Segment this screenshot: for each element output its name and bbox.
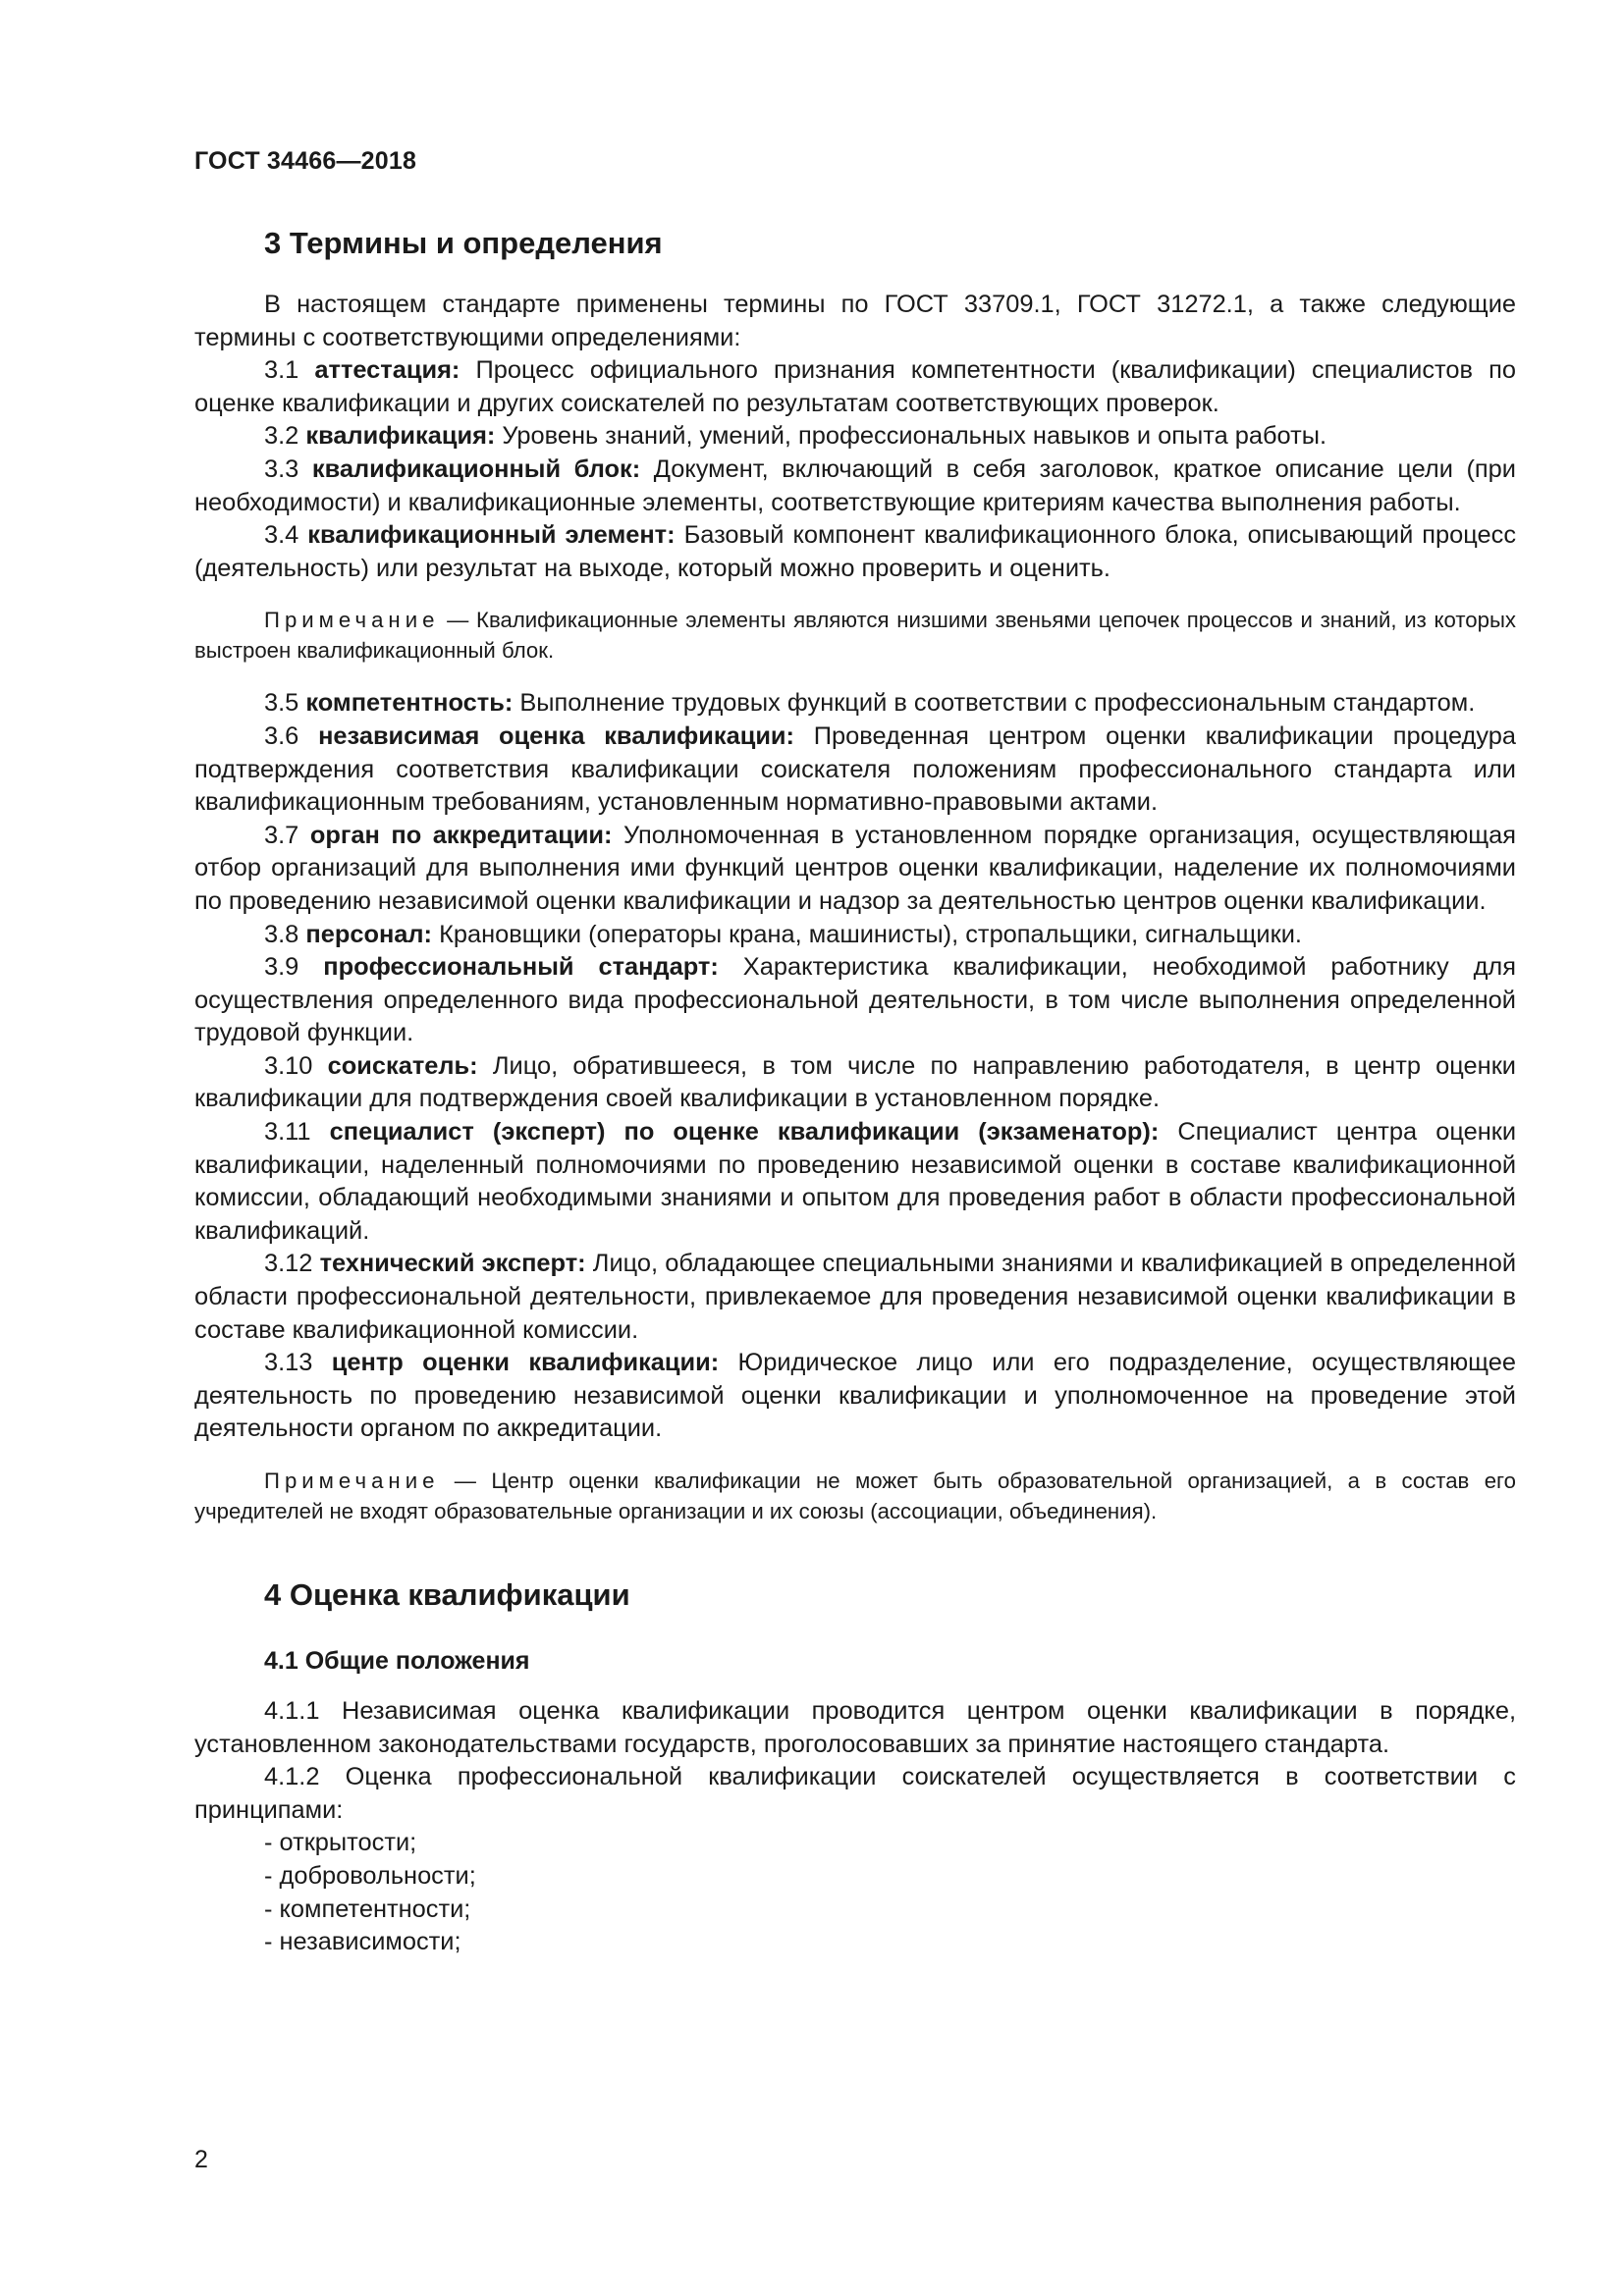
- document-header: ГОСТ 34466—2018: [194, 147, 417, 175]
- page-content: [194, 224, 1516, 1959]
- term-name: квалификация:: [305, 422, 496, 451]
- term-definition: Крановщики (операторы крана, машинисты), стропальщики, сигнальщики.: [439, 920, 1302, 948]
- term-definition: Уполномоченная в установленном порядке организация, осуществляющая отбор организаций для выполнения ими функций центров оценки квалификации, наделение их полномочиями по проведению независимой оценки квалификации и надзор за деятельностью центров оценки квалификации.: [194, 821, 1517, 915]
- term-name: квалификационный блок:: [311, 454, 641, 483]
- term-number: 3.5: [264, 689, 299, 718]
- term-number: 3.9: [264, 953, 299, 982]
- note-2: [194, 1466, 1516, 1526]
- term-number: 3.11: [264, 1118, 311, 1147]
- term-name: персонал:: [305, 920, 432, 948]
- term-name: независимая оценка квалификации:: [318, 721, 794, 750]
- term-definition: Характеристика квалификации, необходимой работнику для осуществления определенного вида профессиональной деятельности, в том числе выполнения определенной трудовой функции.: [194, 953, 1517, 1047]
- term-3-3: [194, 454, 1516, 519]
- term-definition: Процесс официального признания компетентности (квалификации) специалистов по оценке квалификации и других соискателей по результатам соответствующих проверок.: [194, 356, 1516, 417]
- term-name: компетентность:: [305, 689, 514, 718]
- list-item: - открытости;: [264, 1829, 417, 1857]
- term-3-5: [194, 687, 1516, 721]
- list-item: - компетентности;: [264, 1895, 471, 1923]
- term-3-1: [194, 354, 1516, 420]
- term-number: 3.3: [264, 454, 299, 483]
- subsection-4-1-title: 4.1 Общие положения: [264, 1647, 530, 1675]
- term-3-8: [194, 919, 1516, 952]
- term-definition: Выполнение трудовых функций в соответствии с профессиональным стандартом.: [519, 689, 1476, 718]
- page-number: 2: [194, 2146, 208, 2173]
- term-definition: Специалист центра оценки квалификации, наделенный полномочиями по проведению независимой оценки в составе квалификационной комиссии, обладающий необходимыми знаниями и опытом для проведения работ в области профессиональной квалификаций.: [194, 1118, 1517, 1245]
- section-3-title: 3 Термины и определения: [264, 226, 663, 260]
- term-definition: Юридическое лицо или его подразделение, осуществляющее деятельность по проведению независимой оценки квалификации и уполномоченное на проведение этой деятельности органом по аккредитации.: [194, 1349, 1516, 1443]
- term-3-6: [194, 721, 1516, 820]
- term-number: 3.7: [264, 821, 299, 849]
- note-label: Примечание: [264, 608, 440, 633]
- term-name: центр оценки квалификации:: [331, 1349, 720, 1377]
- term-definition: Документ, включающий в себя заголовок, краткое описание цели (при необходимости) и квалификационные элементы, соответствующие критериям качества выполнения работы.: [194, 454, 1516, 516]
- term-name: аттестация:: [314, 356, 460, 385]
- principles-list: [194, 1827, 1516, 1958]
- term-3-11: [194, 1116, 1516, 1248]
- term-name: технический эксперт:: [319, 1250, 586, 1278]
- term-3-2: [194, 420, 1516, 454]
- term-3-7: [194, 820, 1516, 919]
- note-text: — Квалификационные элементы являются низшими звеньями цепочек процессов и знаний, из которых выстроен квалификационный блок.: [194, 608, 1516, 664]
- term-3-10: [194, 1050, 1516, 1116]
- term-definition: Проведенная центром оценки квалификации процедура подтверждения соответствия квалификации соискателя положениям профессионального стандарта или квалификационным требованиям, установленным нормативно-правовыми актами.: [194, 721, 1516, 817]
- term-number: 3.12: [264, 1250, 313, 1278]
- term-name: соискатель:: [327, 1051, 478, 1080]
- term-name: специалист (эксперт) по оценке квалификации (экзаменатор):: [329, 1118, 1160, 1147]
- section-4-title: 4 Оценка квалификации: [264, 1577, 630, 1612]
- note-text: — Центр оценки квалификации не может быть образовательной организацией, а в состав его учредителей не входят образовательные организации и их союзы (ассоциации, объединения).: [194, 1468, 1516, 1523]
- list-item: - добровольности;: [264, 1861, 476, 1890]
- term-definition: Лицо, обратившееся, в том числе по направлению работодателя, в центр оценки квалификации для подтверждения своей квалификации в установленном порядке.: [194, 1051, 1516, 1113]
- term-name: профессиональный стандарт:: [323, 953, 719, 982]
- term-3-9: [194, 951, 1516, 1050]
- term-3-4: [194, 519, 1516, 585]
- term-definition: Лицо, обладающее специальными знаниями и квалификацией в определенной области профессиональной деятельности, привлекаемое для проведения независимой оценки квалификации в составе квалификационной комиссии.: [194, 1250, 1517, 1344]
- term-3-12: [194, 1248, 1516, 1347]
- note-1: [194, 605, 1516, 666]
- clause-4-1-1: 4.1.1 Независимая оценка квалификации проводится центром оценки квалификации в порядке, установленном законодательствами государств, проголосовавших за принятие настоящего стандарта.: [194, 1697, 1516, 1758]
- term-number: 3.1: [264, 356, 299, 385]
- list-item: - независимости;: [264, 1928, 461, 1956]
- term-definition: Уровень знаний, умений, профессиональных навыков и опыта работы.: [502, 422, 1327, 451]
- term-name: орган по аккредитации:: [309, 821, 613, 849]
- term-number: 3.6: [264, 721, 299, 750]
- section-3-intro: В настоящем стандарте применены термины по ГОСТ 33709.1, ГОСТ 31272.1, а также следующие термины с соответствующими определениями:: [194, 291, 1516, 351]
- term-number: 3.13: [264, 1349, 313, 1377]
- term-definition: Базовый компонент квалификационного блока, описывающий процесс (деятельность) или результат на выходе, который можно проверить и оценить.: [194, 521, 1517, 582]
- term-3-13: [194, 1347, 1516, 1446]
- term-number: 3.10: [264, 1051, 313, 1080]
- term-number: 3.8: [264, 920, 299, 948]
- term-name: квалификационный элемент:: [307, 521, 676, 550]
- term-number: 3.4: [264, 521, 299, 550]
- note-label: Примечание: [264, 1468, 440, 1493]
- term-number: 3.2: [264, 422, 299, 451]
- clause-4-1-2: 4.1.2 Оценка профессиональной квалификации соискателей осуществляется в соответствии с принципами:: [194, 1763, 1516, 1824]
